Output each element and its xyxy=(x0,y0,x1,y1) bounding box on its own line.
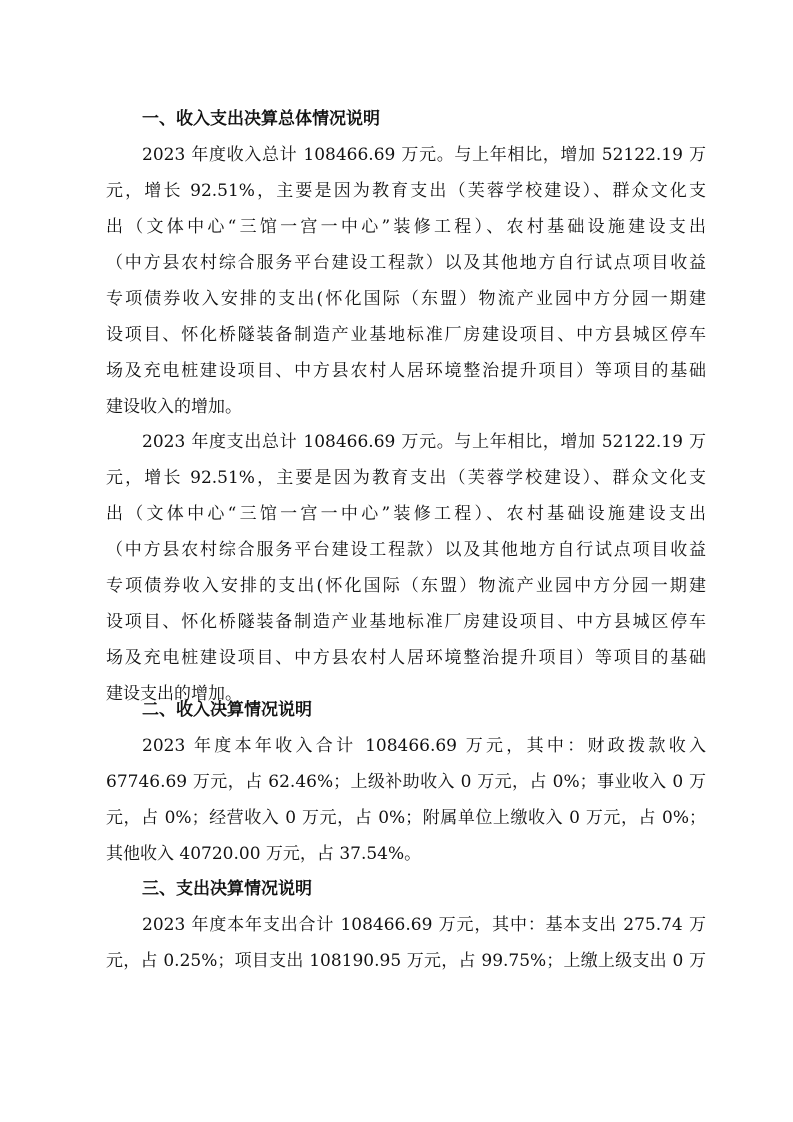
s2-p1-line-1: 2023 年度本年收入合计 108466.69 万元，其中：财政拨款收入 xyxy=(142,736,706,756)
section-2-heading: 二、收入决算情况说明 xyxy=(142,700,312,720)
s2-p1-line-2: 67746.69 万元，占 62.46%；上级补助收入 0 万元，占 0%；事业收入 0 万 xyxy=(106,772,706,792)
section-3-heading: 三、支出决算情况说明 xyxy=(142,879,312,899)
s1-p1-line-1: 2023 年度收入总计 108466.69 万元。与上年相比，增加 52122.19 万 xyxy=(142,145,706,165)
s1-p2-line-7: 场及充电桩建设项目、中方县农村人居环境整治提升项目）等项目的基础 xyxy=(106,648,706,668)
s2-p1-line-3: 元，占 0%；经营收入 0 万元，占 0%；附属单位上缴收入 0 万元，占 0%； xyxy=(106,808,706,828)
s1-p1-line-3: 出（文体中心“三馆一宫一中心”装修工程）、农村基础设施建设支出 xyxy=(106,217,706,237)
s1-p2-line-8: 建设支出的增加。 xyxy=(106,684,242,704)
s1-p1-line-2: 元，增长 92.51%，主要是因为教育支出（芙蓉学校建设）、群众文化支 xyxy=(106,181,706,201)
s1-p1-line-7: 场及充电桩建设项目、中方县农村人居环境整治提升项目）等项目的基础 xyxy=(106,361,706,381)
s1-p2-line-4: （中方县农村综合服务平台建设工程款）以及其他地方自行试点项目收益 xyxy=(106,540,706,560)
s1-p2-line-1: 2023 年度支出总计 108466.69 万元。与上年相比，增加 52122.19 万 xyxy=(142,432,706,452)
s3-p1-line-1: 2023 年度本年支出合计 108466.69 万元，其中：基本支出 275.74 万 xyxy=(142,915,706,935)
s3-p1-line-2: 元，占 0.25%；项目支出 108190.95 万元，占 99.75%；上缴上级支出 0 万 xyxy=(106,951,706,971)
section-1-heading: 一、收入支出决算总体情况说明 xyxy=(142,109,380,129)
s1-p1-line-5: 专项债券收入安排的支出(怀化国际（东盟）物流产业园中方分园一期建 xyxy=(106,289,706,309)
s1-p2-line-2: 元，增长 92.51%，主要是因为教育支出（芙蓉学校建设）、群众文化支 xyxy=(106,468,706,488)
s2-p1-line-4: 其他收入 40720.00 万元，占 37.54%。 xyxy=(106,844,422,864)
s1-p1-line-4: （中方县农村综合服务平台建设工程款）以及其他地方自行试点项目收益 xyxy=(106,253,706,273)
s1-p2-line-6: 设项目、怀化桥隧装备制造产业基地标准厂房建设项目、中方县城区停车 xyxy=(106,612,706,632)
s1-p2-line-3: 出（文体中心“三馆一宫一中心”装修工程）、农村基础设施建设支出 xyxy=(106,504,706,524)
s1-p1-line-8: 建设收入的增加。 xyxy=(106,397,242,417)
s1-p2-line-5: 专项债券收入安排的支出(怀化国际（东盟）物流产业园中方分园一期建 xyxy=(106,576,706,596)
s1-p1-line-6: 设项目、怀化桥隧装备制造产业基地标准厂房建设项目、中方县城区停车 xyxy=(106,325,706,345)
